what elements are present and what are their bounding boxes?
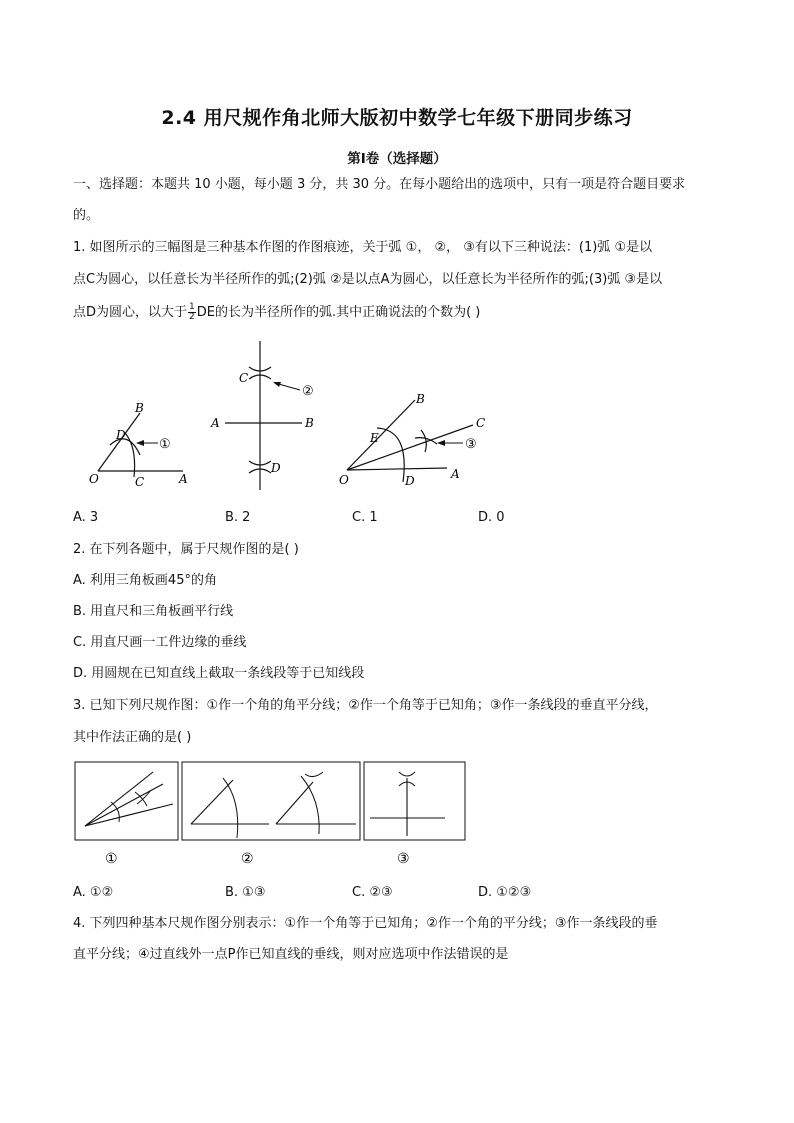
q3-option-d[interactable]: D. ①②③ <box>478 885 532 900</box>
q3-figure-label-3: ③ <box>397 851 410 867</box>
one-half-fraction <box>188 303 196 322</box>
q1-option-d[interactable]: D. 0 <box>478 510 505 525</box>
q1-option-c[interactable]: C. 1 <box>352 510 378 525</box>
q1-fig2-label-b: B <box>305 416 314 430</box>
fraction-denominator: 2 <box>189 312 195 322</box>
q1-fig2-arc-mark: ② <box>302 384 314 399</box>
q1-fig1-label-d: D <box>116 428 126 442</box>
q3-stem-line1: 3. 已知下列尺规作图：①作一个角的角平分线；②作一个角等于已知角；③作一条线段的垂直平分线， <box>73 698 658 713</box>
q1-stem-line1: 1. 如图所示的三幅图是三种基本作图的作图痕迹，关于弧 ①， ②， ③有以下三种说法：(1)弧 ①是以 <box>73 240 653 255</box>
q2-stem: 2. 在下列各题中，属于尺规作图的是( ) <box>73 542 299 557</box>
page-title: 2.4 用尺规作角北师大版初中数学七年级下册同步练习 <box>161 107 633 129</box>
q4-stem-line1: 4. 下列四种基本尺规作图分别表示：①作一个角等于已知角；②作一个角的平分线；③作一条线段的垂 <box>73 916 658 931</box>
q3-option-a[interactable]: A. ①② <box>73 885 114 900</box>
q1-figure-3 <box>335 390 505 490</box>
q3-option-b[interactable]: B. ①③ <box>225 885 266 900</box>
q1-figure-1 <box>80 395 200 490</box>
q1-fig3-arc-mark: ③ <box>465 437 477 452</box>
q1-figure-2 <box>205 335 330 495</box>
q1-stem-line3 <box>73 303 723 323</box>
q1-fig1-arc-mark: ① <box>159 437 171 452</box>
section-instruction-line2: 的。 <box>73 208 100 223</box>
q4-stem-line2: 直平分线；④过直线外一点P作已知直线的垂线，则对应选项中作法错误的是 <box>73 947 509 962</box>
q1-fig1-label-o: O <box>89 472 99 486</box>
section-instruction-line1: 一、选择题：本题共 10 小题，每小题 3 分，共 30 分。在每小题给出的选项中，只有一项是符合题目要求 <box>73 177 686 192</box>
q1-fig3-label-d: D <box>405 474 415 488</box>
q1-stem-line2: 点C为圆心，以任意长为半径所作的弧;(2)弧 ②是以点A为圆心，以任意长为半径所作的弧;(3)弧 ③是以 <box>73 272 663 287</box>
q3-figure-label-1: ① <box>105 851 118 867</box>
q1-option-b[interactable]: B. 2 <box>225 510 251 525</box>
q1-fig3-label-c: C <box>476 416 486 430</box>
section-subtitle: 第I卷（选择题） <box>347 151 447 167</box>
q1-fig3-label-o: O <box>339 473 349 487</box>
q2-option-c[interactable]: C. 用直尺画一工件边缘的垂线 <box>73 635 247 650</box>
q3-stem-line2: 其中作法正确的是( ) <box>73 730 192 745</box>
q1-stem-line3-part2: DE的长为半径所作的弧.其中正确说法的个数为( ) <box>196 305 481 320</box>
q1-fig2-label-d: D <box>271 461 281 475</box>
q1-fig1-label-c: C <box>135 475 145 489</box>
q1-stem-line3-part1: 点D为圆心，以大于 <box>73 305 188 320</box>
q2-option-b[interactable]: B. 用直尺和三角板画平行线 <box>73 604 234 619</box>
q3-figures <box>73 760 473 870</box>
q2-option-d[interactable]: D. 用圆规在已知直线上截取一条线段等于已知线段 <box>73 666 365 681</box>
q1-fig3-label-b: B <box>416 392 425 406</box>
fraction-numerator: 1 <box>189 302 195 312</box>
q3-option-c[interactable]: C. ②③ <box>352 885 393 900</box>
q1-fig2-label-a: A <box>211 416 220 430</box>
q1-fig1-label-a: A <box>179 472 188 486</box>
q1-option-a[interactable]: A. 3 <box>73 510 99 525</box>
q1-fig3-label-e: E <box>370 431 379 445</box>
q1-fig3-label-a: A <box>451 467 460 481</box>
q1-fig2-label-c: C <box>239 371 249 385</box>
q1-fig1-label-b: B <box>135 401 144 415</box>
q2-option-a[interactable]: A. 利用三角板画45°的角 <box>73 573 217 588</box>
q3-figure-label-2: ② <box>241 851 254 867</box>
